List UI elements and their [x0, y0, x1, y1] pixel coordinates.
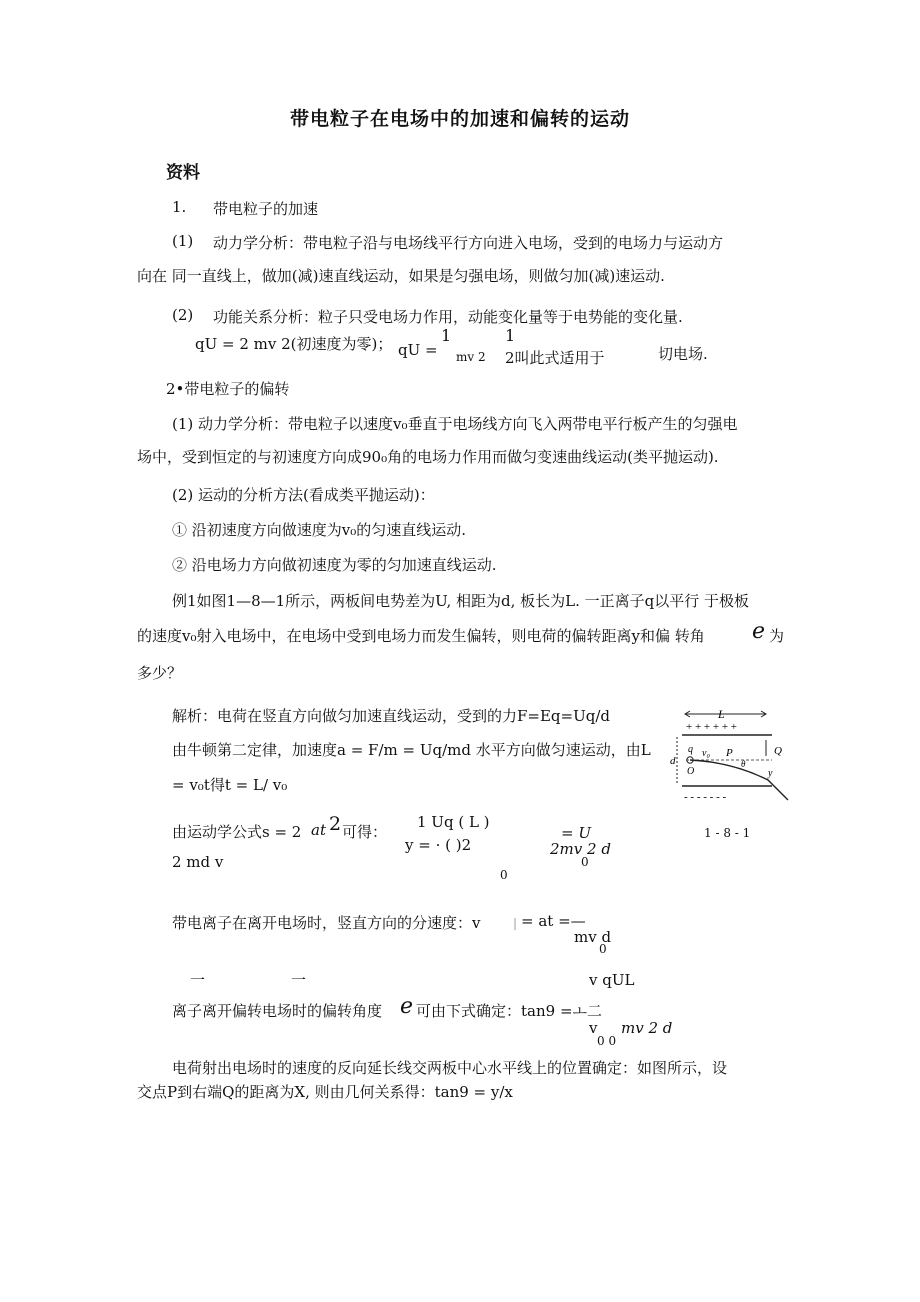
s1-p1-line1: 动力学分析：带电粒子沿与电场线平行方向进入电场，受到的电场力与运动方 — [213, 234, 724, 252]
dash-2: 一 — [291, 971, 307, 989]
tan-numerator: v qUL — [589, 971, 635, 989]
formula-end: 切电场. — [658, 345, 708, 363]
s1-p2-text: 功能关系分析：粒子只受电场力作用，动能变化量等于电势能的变化量. — [213, 308, 683, 326]
tan-v: v — [589, 1019, 598, 1037]
s2-item2: ② 沿电场力方向做初速度为零的匀加速直线运动. — [172, 556, 497, 574]
s1-heading: 带电粒子的加速 — [213, 200, 319, 218]
u-formula-top: = U — [561, 824, 591, 842]
vy-denominator-zero: 0 — [599, 942, 607, 956]
formula-mv2: mv 2 — [456, 350, 486, 364]
example-line3: 多少？ — [137, 664, 183, 682]
formula-applies: 2叫此式适用于 — [505, 349, 605, 367]
label-v0: v₀ — [702, 748, 710, 759]
page-title: 带电粒子在电场中的加速和偏转的运动 — [289, 108, 630, 130]
last-line1: 电荷射出电场时的速度的反向延长线交两板中心水平线上的位置确定：如图所示，设 — [172, 1059, 728, 1077]
u-formula-zero: 0 — [581, 855, 589, 869]
s2-item1: ① 沿初速度方向做速度为v₀的匀速直线运动. — [172, 521, 467, 539]
formula-qU-2: qU = — [398, 341, 438, 359]
figure-label: 1 - 8 - 1 — [704, 826, 751, 840]
s1-p2-number: (2) — [172, 306, 194, 324]
tan-subscripts: 0 0 — [597, 1034, 617, 1048]
example-line2: 的速度v₀射入电场中，在电场中受到电场力而发生偏转，则电荷的偏转距离y和偏 转角 — [137, 627, 705, 645]
solution-line3: = v₀t得t = L/ v₀ — [172, 776, 288, 794]
y-formula-mid: y = · ( )2 — [405, 836, 472, 854]
solution-line2: 由牛顿第二定律，加速度a = F/m = Uq/md 水平方向做匀速运动，由L — [172, 741, 651, 759]
kinematics-a: 由运动学公式s = 2 — [172, 823, 302, 841]
s1-number: 1. — [172, 198, 187, 216]
kinematics-b: 可得： — [342, 823, 388, 841]
label-Q: Q — [774, 745, 782, 757]
solution-line1: 解析：电荷在竖直方向做匀加速直线运动，受到的力F=Eq=Uq/d — [172, 707, 610, 725]
label-d: d — [670, 755, 676, 767]
y-formula-zero: 0 — [500, 868, 508, 882]
label-L: L — [718, 707, 725, 721]
s1-p1-number: (1) — [172, 232, 194, 250]
dash-1: 一 — [190, 971, 206, 989]
y-formula-top: 1 Uq ( L ) — [417, 813, 490, 831]
kinematics-square: 2 — [329, 813, 342, 835]
s2-p2: (2) 运动的分析方法(看成类平抛运动)： — [172, 486, 435, 504]
vy-sub-mark: | — [513, 916, 518, 930]
s2-p1-line2: 场中，受到恒定的与初速度方向成90₀角的电场力作用而做匀变速曲线运动(类平抛运动). — [137, 448, 719, 466]
plus-charges: + + + + + + — [686, 721, 737, 733]
minus-charges: - - - - - - - — [684, 791, 727, 803]
example-line2-end: 为 — [769, 627, 785, 645]
tan-line-b: 可由下式确定：tan9 =ㅗ二 — [416, 1002, 603, 1020]
last-line2: 交点P到右端Q的距离为X, 则由几何关系得：tan9 = y/x — [137, 1083, 513, 1101]
tan-line-a: 离子离开偏转电场时的偏转角度 — [172, 1002, 383, 1020]
md-line: 2 md v — [172, 853, 224, 871]
label-O: O — [687, 766, 695, 777]
vy-denominator: mv d — [574, 928, 612, 946]
u-formula-mid: 2mv 2 d — [550, 840, 611, 858]
label-y: y — [768, 768, 773, 779]
kinematics-at: at — [311, 821, 326, 839]
vy-formula: = at =— — [521, 912, 586, 930]
section-heading: 资料 — [166, 163, 200, 183]
vy-line: 带电离子在离开电场时，竖直方向的分速度：v — [172, 914, 481, 932]
formula-frac1-num: 1 — [441, 326, 452, 345]
label-P: P — [726, 747, 733, 759]
label-theta: θ — [741, 759, 746, 769]
formula-frac2-num: 1 — [505, 326, 516, 345]
field-diagram — [668, 704, 790, 804]
s2-heading: 2•带电粒子的偏转 — [166, 380, 290, 398]
formula-qU-1: qU = 2 mv 2(初速度为零)； — [195, 335, 393, 353]
s1-p1-line2: 向在 同一直线上，做加(减)速直线运动，如果是匀强电场，则做匀加(减)速运动. — [137, 267, 665, 285]
label-q: q — [688, 744, 693, 755]
s2-p1-line1: (1) 动力学分析：带电粒子以速度v₀垂直于电场线方向飞入两带电平行板产生的匀强电 — [172, 415, 738, 433]
example-theta: e — [752, 619, 766, 644]
tan-theta: e — [400, 994, 414, 1019]
example-line1: 例1如图1—8—1所示，两板间电势差为U, 相距为d, 板长为L. 一正离子q以平行 于极板 — [172, 592, 749, 610]
tan-mv2d: mv 2 d — [621, 1019, 673, 1037]
